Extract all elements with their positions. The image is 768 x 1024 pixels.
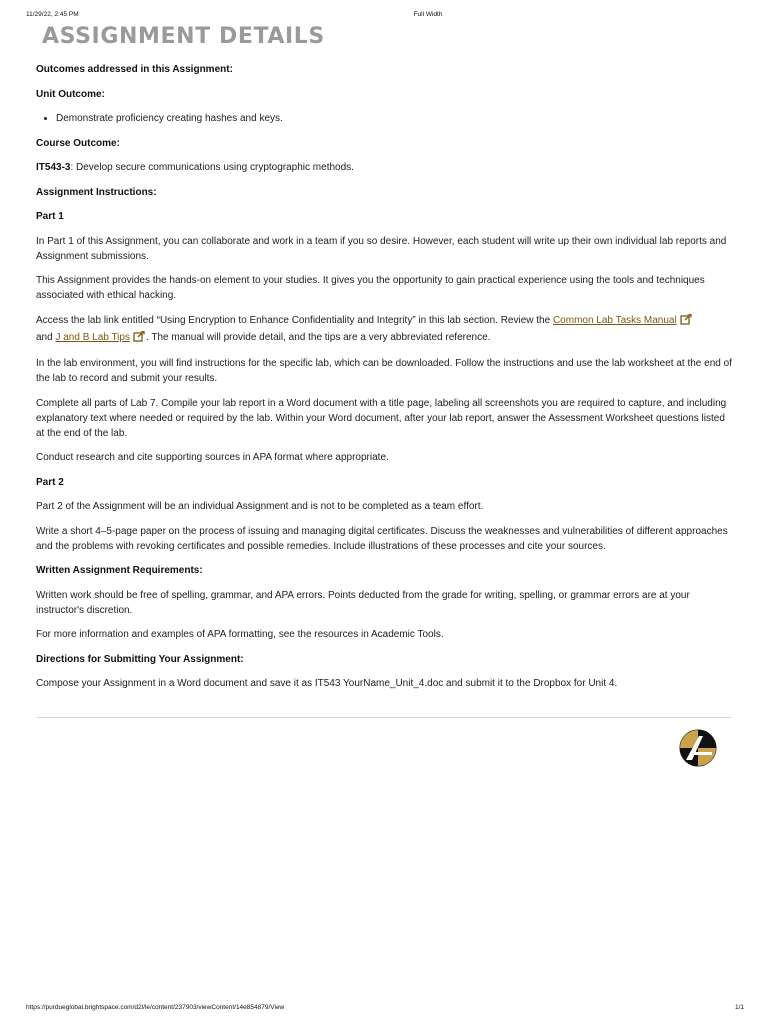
- part1-paragraph-2: This Assignment provides the hands-on element to your studies. It gives you the opportunity to gain practical experience using the tools and techniques associated with ethical hacking.: [36, 275, 705, 301]
- print-datetime: 11/29/22, 2:45 PM: [26, 11, 79, 18]
- part1-heading: Part 1: [36, 211, 64, 222]
- written-requirements-paragraph-2: For more information and examples of APA formatting, see the resources in Academic Tools.: [36, 629, 444, 640]
- part1-p3-after: . The manual will provide detail, and the tips are a very abbreviated reference.: [145, 331, 491, 343]
- instructions-heading: Assignment Instructions:: [36, 186, 157, 198]
- external-link-icon[interactable]: [133, 331, 145, 347]
- part2-paragraph-1: Part 2 of the Assignment will be an individual Assignment and is not to be completed as a team effort.: [36, 501, 484, 512]
- course-outcome-text: : Develop secure communications using cryptographic methods.: [70, 162, 354, 173]
- assignment-content: [36, 62, 734, 701]
- j-and-b-lab-tips-link[interactable]: J and B Lab Tips: [55, 331, 130, 343]
- page-title: ASSIGNMENT DETAILS: [42, 24, 325, 49]
- external-link-icon[interactable]: [680, 314, 692, 330]
- part1-paragraph-6: Conduct research and cite supporting sources in APA format where appropriate.: [36, 452, 389, 463]
- directions-heading: Directions for Submitting Your Assignment:: [36, 653, 244, 665]
- part1-paragraph-1: In Part 1 of this Assignment, you can collaborate and work in a team if you so desire. However, each student will write up their own individual lab reports and Assignment submissions.: [36, 235, 727, 262]
- print-url: https://purdueglobal.brightspace.com/d2l/le/content/237903/viewContent/14e854879/View: [26, 1004, 285, 1011]
- outcomes-heading: Outcomes addressed in this Assignment:: [36, 64, 233, 75]
- part1-paragraph-5: Complete all parts of Lab 7. Compile your lab report in a Word document with a title page, labeling all screenshots you are required to capture, and including explanatory text where needed or required by the lab. Within your Word document, after your lab report, answer the Assessment Worksheet questions listed at the end of the lab.: [36, 397, 727, 439]
- content-divider: [36, 717, 732, 718]
- part2-heading: Part 2: [36, 476, 64, 488]
- directions-paragraph: Compose your Assignment in a Word document and save it as IT543 YourName_Unit_4.doc and submit it to the Dropbox for Unit 4.: [36, 678, 618, 689]
- print-page-title: Full Width: [413, 11, 443, 18]
- print-header: [0, 11, 768, 23]
- course-outcome-code: IT543-3: [36, 162, 71, 173]
- written-requirements-heading: Written Assignment Requirements:: [36, 565, 203, 576]
- purdue-global-logo-icon: [678, 728, 718, 768]
- part1-paragraph-4: In the lab environment, you will find instructions for the specific lab, which can be downloaded. Follow the instructions and use the lab worksheet at the end of the lab to record and submit your results.: [36, 358, 732, 384]
- part2-paragraph-2: Write a short 4–5-page paper on the process of issuing and managing digital certificates. Discuss the weaknesses and vulnerabilities of different approaches and the problems with revoking certificates and possible remedies. Include illustrations of these processes and cite your sources.: [36, 525, 728, 552]
- unit-outcome-item: • Demonstrate proficiency creating hashes and keys.: [56, 111, 734, 126]
- course-outcome-heading: Course Outcome:: [36, 137, 120, 149]
- common-lab-tasks-manual-link[interactable]: Common Lab Tasks Manual: [552, 314, 677, 326]
- unit-outcome-heading: Unit Outcome:: [36, 88, 105, 100]
- written-requirements-paragraph-1: Written work should be free of spelling, grammar, and APA errors. Points deducted from the grade for writing, spelling, or grammar errors are at your instructor's discretion.: [36, 589, 690, 616]
- part1-paragraph-3: [36, 313, 734, 347]
- print-page-number: 1/1: [734, 1004, 744, 1011]
- part1-p3-mid: and: [36, 331, 56, 343]
- part1-p3-before: Access the lab link entitled “Using Encryption to Enhance Confidentiality and Integrity” in this lab section. Review the: [36, 314, 553, 326]
- course-outcome: [36, 160, 734, 175]
- unit-outcome-list: [36, 111, 734, 126]
